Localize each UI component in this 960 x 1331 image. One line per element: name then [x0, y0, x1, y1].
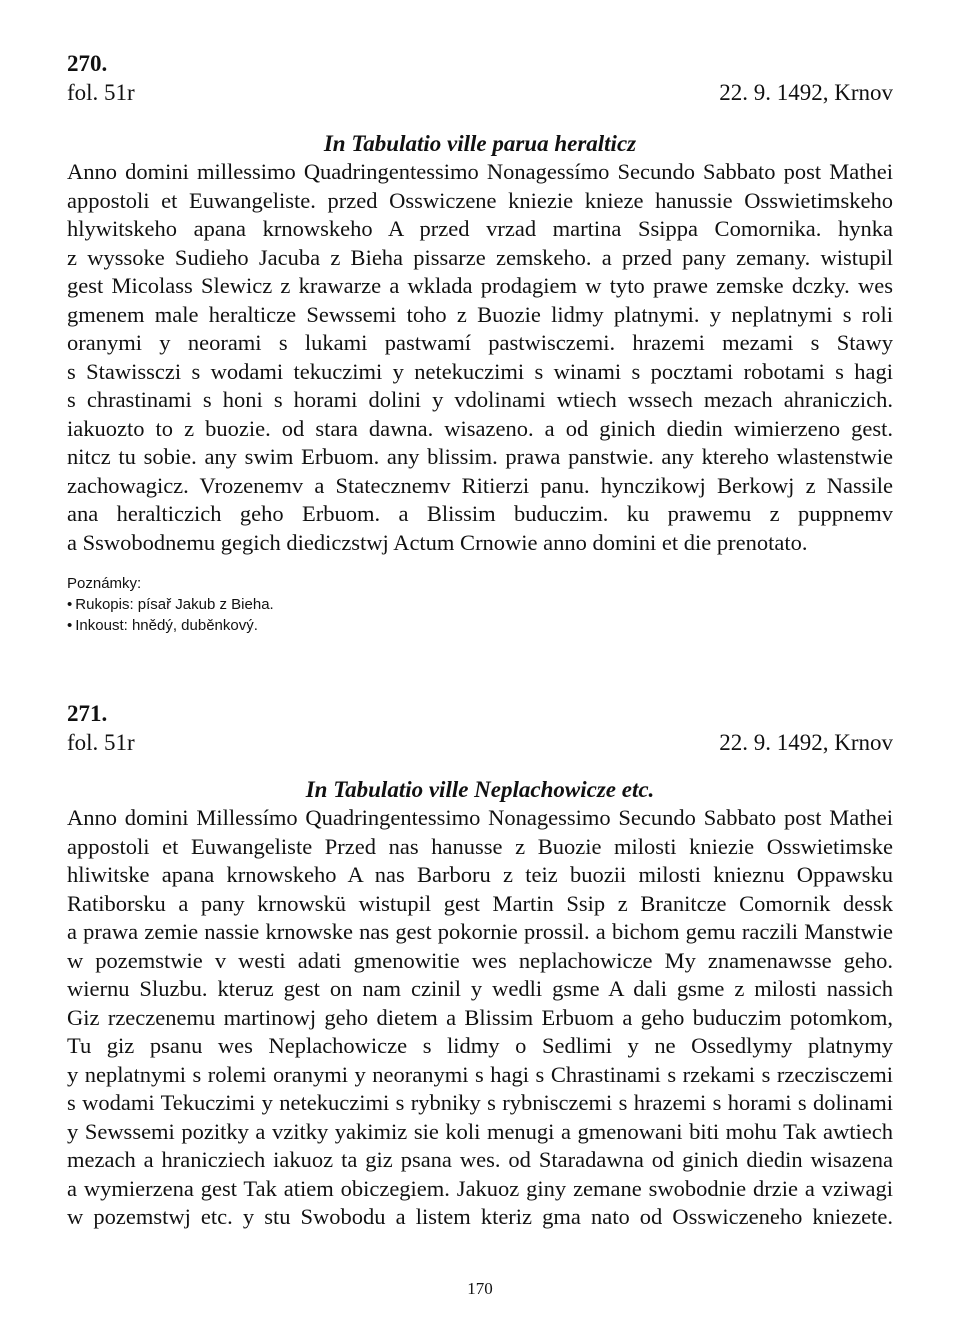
- body-line: Giz rzeczenemu martinowj geho dietem a Blissim Erbuom a geho buduczim potomkom,: [67, 1004, 893, 1030]
- entry-number: 270.: [67, 51, 108, 76]
- body-line: gmenem male heralticze Sewssemi toho z Buozie lidmy platnymi. y neplatnymi s roli: [67, 301, 893, 327]
- body-line: Anno domini Millessímo Quadringentessimo Nonagessimo Secundo Sabbato post Mathei: [67, 805, 893, 830]
- note-text: Rukopis: písař Jakub z Bieha.: [75, 596, 274, 613]
- body-line: hlywitskeho apana krnowskeho A przed vrzad martina Ssippa Comornika. hynka: [67, 216, 893, 241]
- entry-heading: In Tabulatio ville Neplachowicze etc.: [305, 777, 655, 802]
- body-line: nitcz tu sobie. any swim Erbuom. any blissim. prawa panstwie. any ktereho wlastenstwie: [67, 444, 893, 469]
- entry-heading: In Tabulatio ville parua heralticz: [323, 131, 637, 156]
- body-line: hliwitske apana krnowskeho A nas Barboru z teiz buozii milosti knieznu Oppawsku: [67, 862, 893, 887]
- entry-271: [67, 700, 893, 1232]
- body-line: w pozemstwj etc. y stu Swobodu a listem kteriz gma nato od Osswiczeneho kniezete.: [67, 1204, 893, 1229]
- body-line: oranymi y neorami s lukami pastwamí pastwisczemi. hrazemi mezami s Stawy: [67, 330, 893, 355]
- entry-270: [67, 50, 893, 636]
- folio-row: [67, 728, 893, 758]
- body-line: gest Micolass Slewicz z krawarze a wklada prodagiem w tyto prawe zemske dczky. wes: [67, 273, 893, 298]
- body-line: w pozemstwie v westi adati gmenowitie wes neplachowicze My znamenawsse geho.: [67, 947, 893, 973]
- note-text: Inkoust: hnědý, duběnkový.: [75, 617, 258, 634]
- body-line: s Stawissczi s wodami tekuczimi y netekuczimi s winami s pocztami robotami s hagi: [67, 358, 893, 384]
- folio: fol. 51r: [67, 730, 135, 755]
- entry-body: [67, 804, 893, 1232]
- notes: [67, 573, 893, 636]
- body-line: z wyssoke Sudieho Jacuba z Bieha pissarze zemskeho. a przed pany zemany. wistupil: [67, 244, 893, 270]
- body-line: a Sswobodnemu gegich diediczstwj Actum Crnowie anno domini et die prenotato.: [67, 529, 808, 555]
- folio: fol. 51r: [67, 80, 135, 105]
- body-line: y Sewssemi pozitky a vzitky yakimiz sie koli menugi a gmenowani biti mohu Tak awtiech: [67, 1118, 893, 1144]
- body-line: appostoli et Euwangeliste Przed nas hanusse z Buozie milosti kniezie Osswietimske: [67, 833, 893, 859]
- body-line: iakuozto to z buozie. od stara dawna. wisazeno. a od ginich diedin wimierzeno gest.: [67, 415, 893, 441]
- date-place: 22. 9. 1492, Krnov: [719, 80, 893, 105]
- body-line: y neplatnymi s rolemi oranymi y neoranymi s hagi s Chrastinami s rzekami s rzeczisczemi: [67, 1061, 893, 1087]
- body-line: a wymierzena gest Tak atiem obiczegiem. Jakuoz giny zemane swobodnie drzie a vziwagi: [67, 1175, 893, 1201]
- body-line: appostoli et Euwangeliste. przed Osswiczene kniezie knieze hanussie Osswietimskeho: [67, 187, 893, 213]
- body-line: s chrastinami s honi s horami dolini y vdolinami wtiech wssech mezach ahraniczich.: [67, 387, 893, 412]
- entry-body: [67, 158, 893, 557]
- body-line: s wodami Tekuczimi y netekuczimi s rybniky s rybnisczemi s hrazemi s horami s dolinami: [67, 1090, 893, 1115]
- body-line: Ratiborsku a pany krnowskü wistupil gest Martin Ssip z Branitcze Comornik dessk: [67, 890, 893, 916]
- body-line: ana heralticzich geho Erbuom. a Blissim buduczim. ku prawemu z puppnemv: [67, 501, 893, 526]
- note-item: [67, 615, 893, 636]
- page-number: 170: [467, 1279, 493, 1298]
- body-line: Tu giz psanu wes Neplachowicze s lidmy o Sedlimi y ne Ossedlymy platnymy: [67, 1033, 893, 1058]
- bullet-icon: •: [67, 617, 73, 634]
- notes-label: Poznámky:: [67, 575, 142, 592]
- bullet-icon: •: [67, 596, 73, 613]
- body-line: wiernu Sluzbu. kteruz gest on nam czinil y wedli gsme A dali gsme z milosti nassich: [67, 976, 893, 1001]
- folio-row: [67, 78, 893, 108]
- body-line: a prawa zemie nassie krnowske nas gest pokornie prossil. a bichom gemu raczili Manstwie: [67, 919, 893, 944]
- entry-number: 271.: [67, 701, 108, 726]
- date-place: 22. 9. 1492, Krnov: [719, 730, 893, 755]
- body-line: mezach a hranicziech iakuoz ta giz psana wes. od Staradawna od ginich diedin wisazena: [67, 1147, 893, 1172]
- note-item: [67, 594, 893, 615]
- body-line: zachowagicz. Vrozenemv a Statecznemv Ritierzi panu. hynczikowj Berkowj z Nassile: [67, 472, 893, 498]
- body-line: Anno domini millessimo Quadringentessimo Nonagessímo Secundo Sabbato post Mathei: [67, 159, 893, 184]
